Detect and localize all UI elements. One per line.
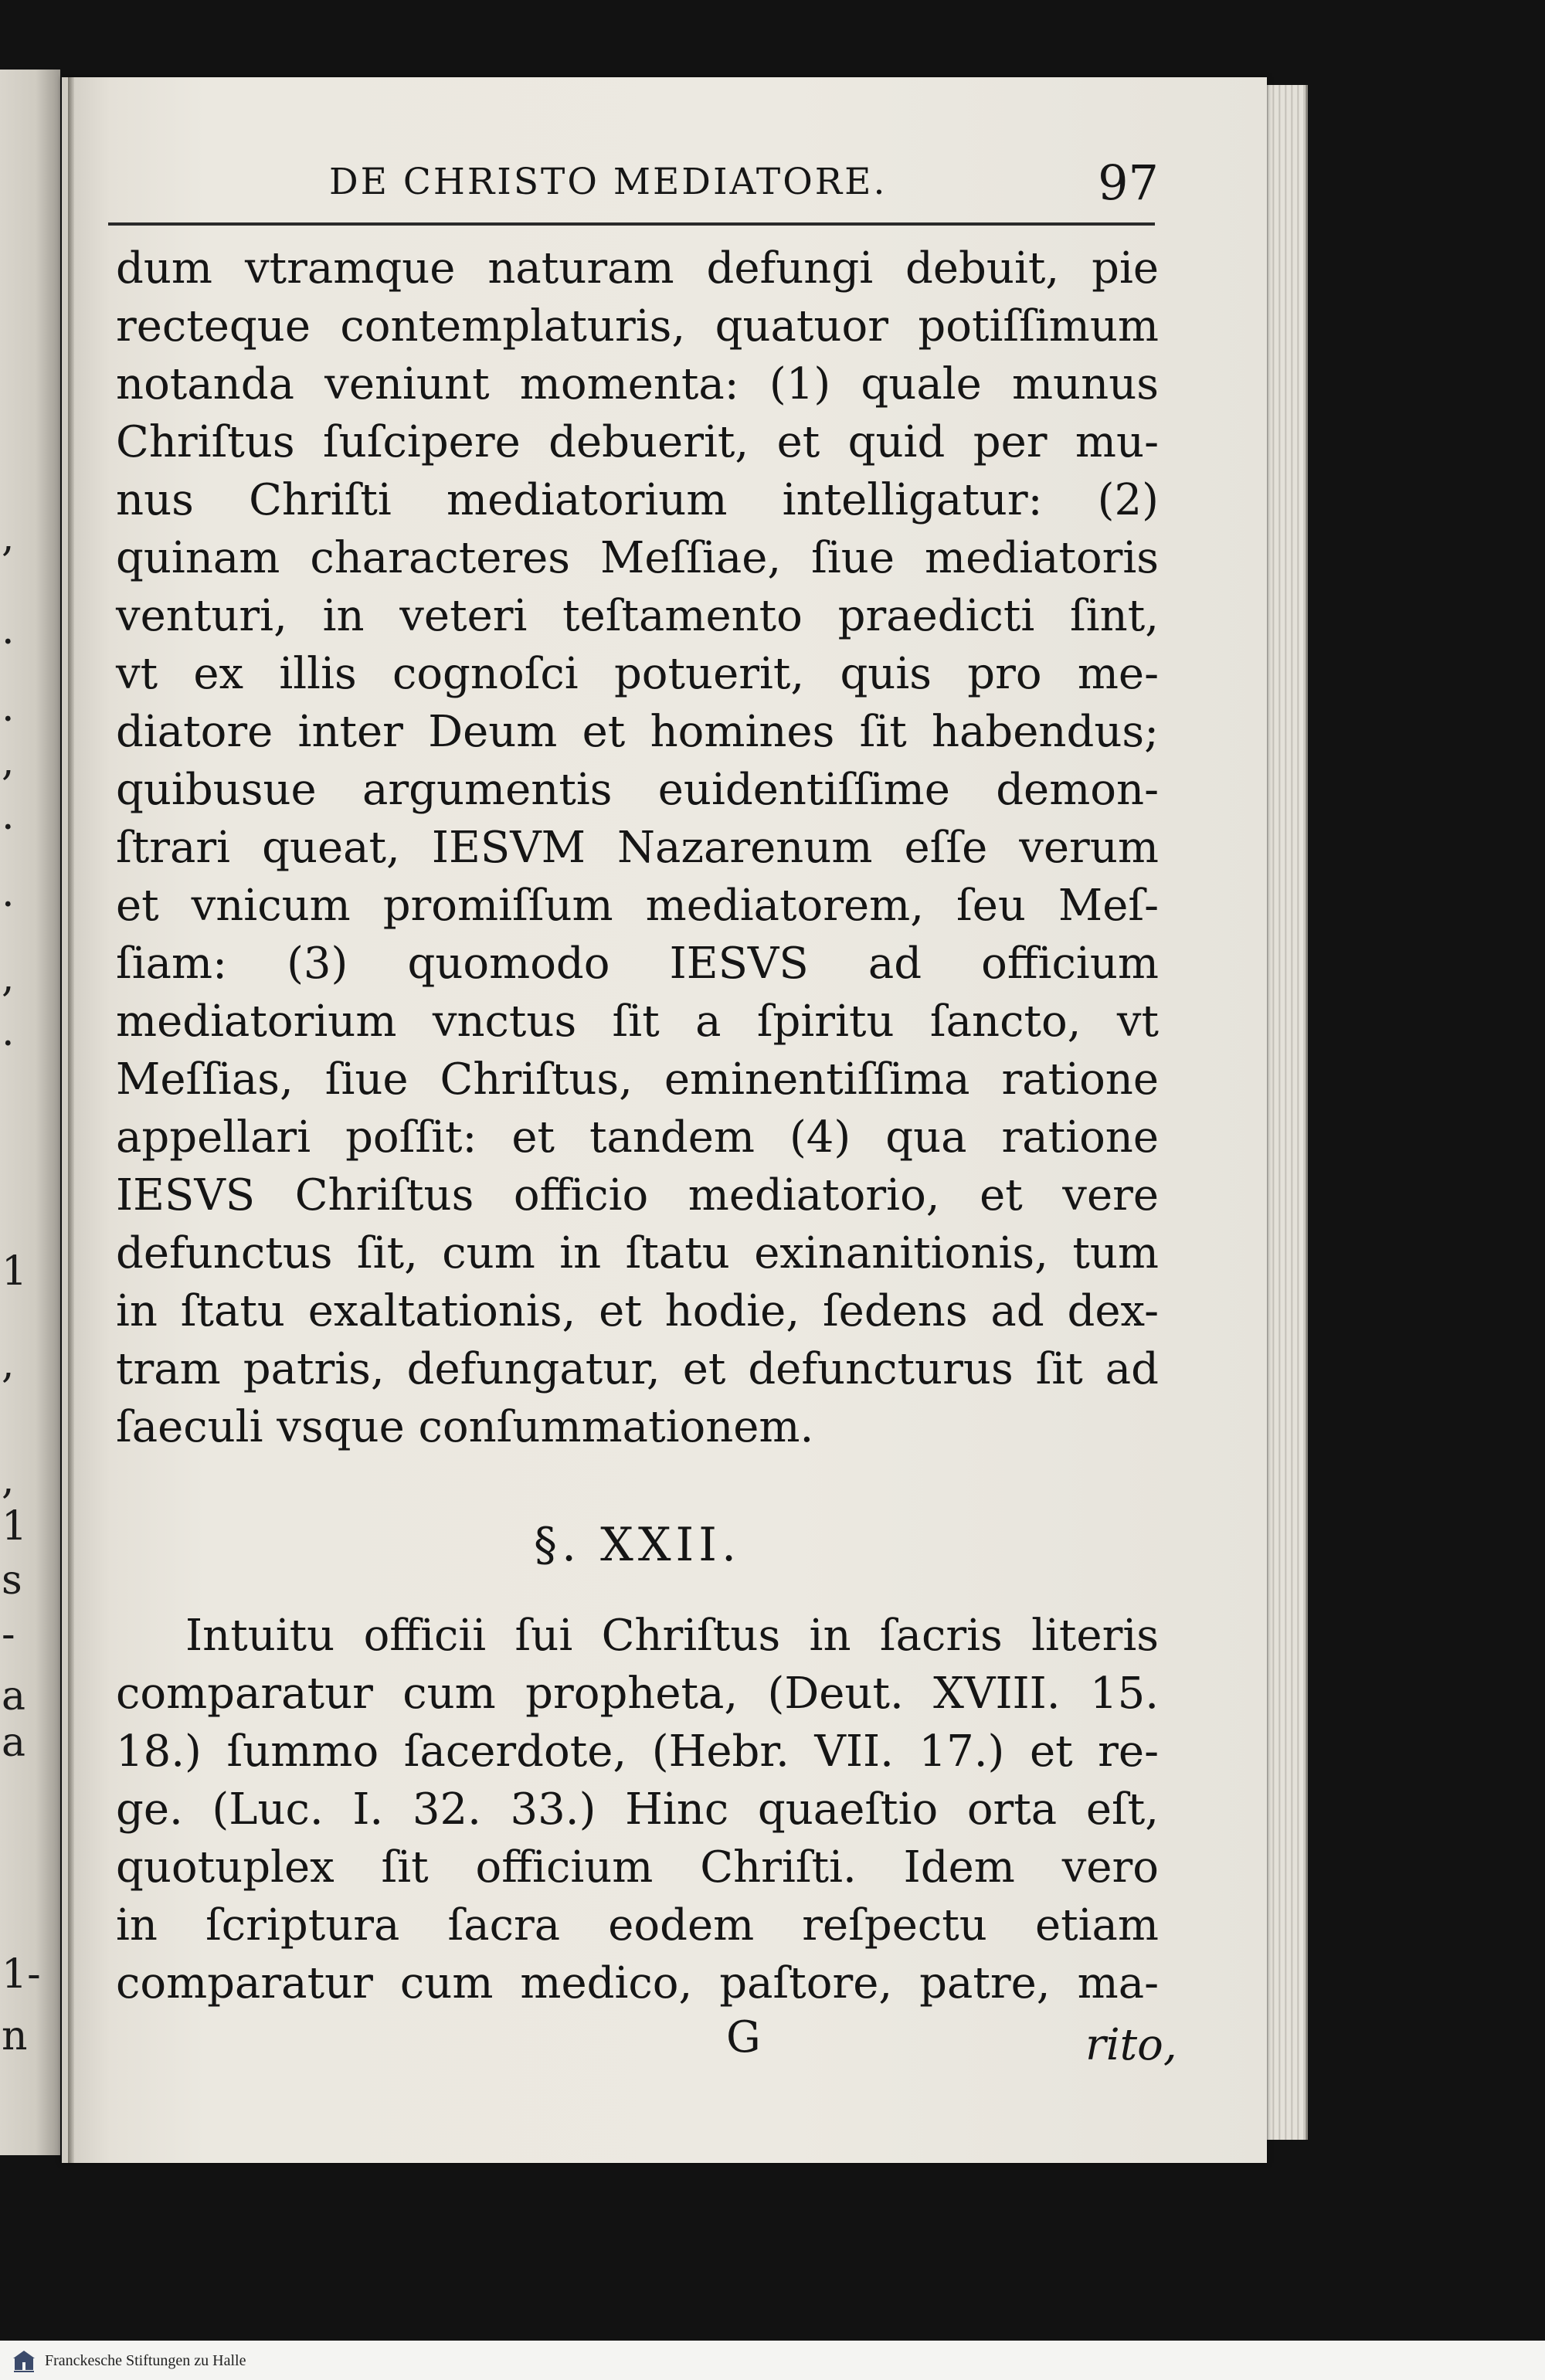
- text-line: diatore inter Deum et homines ſit habendus;: [116, 707, 1159, 757]
- facing-page-fragments: [2, 70, 56, 2155]
- text-line: ſtrari queat, IESVM Nazarenum eſſe verum: [116, 823, 1159, 873]
- facing-page-fragment: 1: [2, 1248, 28, 1295]
- text-line: comparatur cum propheta, (Deut. XVIII. 15.: [116, 1669, 1159, 1719]
- facing-page-fragment: ,: [2, 1341, 15, 1387]
- signature-mark: G: [726, 2012, 761, 2063]
- running-head: DE CHRISTO MEDIATORE.: [329, 161, 888, 203]
- text-line: dum vtramque naturam defungi debuit, pie: [116, 243, 1159, 294]
- text-line: tram patris, defungatur, et defuncturus ſit ad: [116, 1344, 1159, 1394]
- header-rule: [108, 222, 1155, 226]
- facing-page-fragment: .: [2, 607, 15, 654]
- text-line: quibusue argumentis euidentiſſime demon-: [116, 765, 1159, 815]
- text-line: quotuplex ſit officium Chriſti. Idem vero: [116, 1842, 1159, 1893]
- facing-page-fragment: .: [2, 793, 15, 839]
- text-line: IESVS Chriſtus officio mediatorio, et vere: [116, 1170, 1159, 1221]
- catchword: rito,: [1085, 2020, 1177, 2070]
- text-line: ge. (Luc. I. 32. 33.) Hinc quaeſtio orta eſt,: [116, 1784, 1159, 1835]
- page-number: 97: [1098, 154, 1159, 211]
- text-line: in ſcriptura ſacra eodem reſpectu etiam: [116, 1900, 1159, 1951]
- facing-page-fragment: ,: [2, 738, 15, 785]
- text-line: ſiam: (3) quomodo IESVS ad officium: [116, 939, 1159, 989]
- text-line: recteque contemplaturis, quatuor potiſſimum: [116, 301, 1159, 351]
- text-line: venturi, in veteri teſtamento praedicti ſint,: [116, 591, 1159, 641]
- text-line: appellari poſſit: et tandem (4) qua ratione: [116, 1112, 1159, 1163]
- section-heading: §. XXII.: [533, 1518, 742, 1572]
- facing-page-fragment: n: [2, 2013, 28, 2059]
- facing-page-edge: [0, 70, 60, 2155]
- book-gutter: [68, 77, 74, 2163]
- institution-logo-icon: [12, 2348, 36, 2373]
- text-line: Meſſias, ſiue Chriſtus, eminentiſſima ratione: [116, 1054, 1159, 1105]
- facing-page-fragment: -: [2, 1611, 15, 1658]
- text-line: in ſtatu exaltationis, et hodie, ſedens ad dex-: [116, 1286, 1159, 1336]
- text-line: notanda veniunt momenta: (1) quale munus: [116, 359, 1159, 409]
- text-line: Chriſtus ſuſcipere debuerit, et quid per mu-: [116, 417, 1159, 467]
- text-line: mediatorium vnctus ſit a ſpiritu ſancto, vt: [116, 996, 1159, 1047]
- text-line: Intuitu officii ſui Chriſtus in ſacris literis: [185, 1611, 1159, 1661]
- institution-credit: Franckesche Stiftungen zu Halle: [45, 2352, 246, 2369]
- text-line: 18.) ſummo ſacerdote, (Hebr. VII. 17.) et re-: [116, 1726, 1159, 1777]
- text-line: quinam characteres Meſſiae, ſiue mediatoris: [116, 533, 1159, 583]
- text-line: et vnicum promiſſum mediatorem, ſeu Meſ-: [116, 881, 1159, 931]
- facing-page-fragment: 1-: [2, 1951, 41, 1998]
- text-line: defunctus ſit, cum in ſtatu exinanitionis, tum: [116, 1228, 1159, 1278]
- facing-page-fragment: .: [2, 684, 15, 731]
- facing-page-fragment: ,: [2, 1457, 15, 1503]
- page-header: [255, 151, 1159, 229]
- facing-page-fragment: ,: [2, 514, 15, 561]
- footer-bar: [0, 2341, 1545, 2380]
- text-line: ſaeculi vsque conſummationem.: [116, 1402, 814, 1452]
- facing-page-fragment: .: [2, 1009, 15, 1055]
- facing-page-fragment: s: [2, 1557, 22, 1604]
- facing-page-fragment: a: [2, 1720, 26, 1766]
- text-line: nus Chriſti mediatorium intelligatur: (2): [116, 475, 1159, 525]
- text-line: comparatur cum medico, paſtore, patre, ma-: [116, 1958, 1159, 2008]
- facing-page-fragment: a: [2, 1673, 26, 1720]
- facing-page-fragment: 1: [2, 1503, 28, 1550]
- facing-page-fragment: .: [2, 870, 15, 916]
- facing-page-fragment: ,: [2, 955, 15, 1001]
- text-line: vt ex illis cognoſci potuerit, quis pro me-: [116, 649, 1159, 699]
